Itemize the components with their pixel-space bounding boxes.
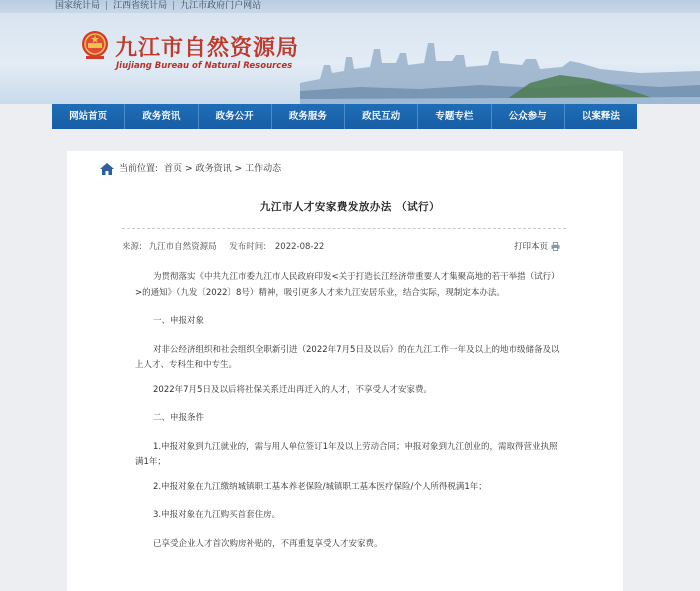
paragraph-condition-2: 2.申报对象在九江缴纳城镇职工基本养老保险/城镇职工基本医疗保险/个人所得税满1年； bbox=[153, 481, 487, 492]
breadcrumb-label: 当前位置: bbox=[119, 164, 159, 174]
section-heading-conditions: 二、申报条件 bbox=[153, 413, 205, 423]
main-nav bbox=[52, 104, 637, 129]
printer-icon bbox=[551, 242, 560, 251]
paragraph-intro: 为贯彻落实《中共九江市委九江市人民政府印发<关于打造长江经济带重要人才集聚高地的若干举措（试行）>的通知》（九发〔2022〕8号）精神，吸引更多人才来九江安居乐业，结合实际，现制定本办法。 bbox=[135, 272, 560, 298]
paragraph-condition-3: 3.申报对象在九江购买首套住房。 bbox=[153, 510, 281, 520]
divider: | bbox=[105, 1, 109, 11]
topbar-link-national-stats[interactable]: 国家统计局 bbox=[55, 1, 101, 11]
breadcrumb-separator: > bbox=[185, 164, 193, 174]
city-skyline-image bbox=[300, 13, 700, 104]
nav-item-participation[interactable]: 公众参与 bbox=[492, 104, 565, 129]
site-logo-subtitle: Jiujiang Bureau of Natural Resources bbox=[116, 61, 293, 71]
breadcrumb-item-news[interactable]: 政务资讯 bbox=[195, 164, 232, 174]
nav-item-topics[interactable]: 专题专栏 bbox=[418, 104, 491, 129]
section-heading-applicants: 一、申报对象 bbox=[153, 316, 205, 326]
breadcrumb bbox=[100, 162, 281, 176]
date-label: 发布时间: bbox=[229, 242, 267, 252]
nav-item-case-law[interactable]: 以案释法 bbox=[581, 111, 620, 122]
source-value: 九江市自然资源局 bbox=[148, 242, 217, 252]
site-header bbox=[0, 13, 700, 104]
paragraph-applicants: 对非公经济组织和社会组织全职新引进（2022年7月5日及以后）的在九江工作一年及以上的地市级储备及以上人才、专科生和中专生。 bbox=[135, 344, 560, 370]
topbar-link-jiangxi-stats[interactable]: 江西省统计局 bbox=[113, 1, 168, 11]
topbar-link-jiujiang-gov[interactable]: 九江市政府门户网站 bbox=[180, 1, 262, 11]
article-meta bbox=[122, 240, 334, 252]
print-button[interactable] bbox=[514, 240, 560, 252]
breadcrumb-item-home[interactable]: 首页 bbox=[164, 164, 183, 174]
nav-item-services[interactable]: 政务服务 bbox=[272, 104, 345, 129]
paragraph-exclusion: 2022年7月5日及以后将社保关系迁出再迁入的人才，不享受人才安家费。 bbox=[153, 384, 432, 395]
paragraph-note: 已享受企业人才首次购房补贴的，不再重复享受人才安家费。 bbox=[153, 538, 383, 549]
source-label: 来源: bbox=[122, 242, 142, 252]
paragraph-condition-1: 1.申报对象到九江就业的，需与用人单位签订1年及以上劳动合同；申报对象到九江创业的，需取得营业执照满1年； bbox=[135, 441, 558, 467]
breadcrumb-separator: > bbox=[234, 164, 243, 174]
print-label: 打印本页 bbox=[514, 242, 549, 252]
nav-item-home[interactable]: 网站首页 bbox=[52, 104, 125, 129]
nav-item-interaction[interactable]: 政民互动 bbox=[345, 104, 418, 129]
top-link-bar bbox=[0, 0, 700, 13]
article-title: 九江市人才安家费发放办法 （试行） bbox=[259, 201, 441, 213]
date-value: 2022-08-22 bbox=[274, 242, 325, 252]
nav-item-news[interactable]: 政务资讯 bbox=[125, 104, 198, 129]
article-body bbox=[135, 270, 560, 552]
title-divider bbox=[122, 228, 566, 229]
national-emblem-icon bbox=[80, 29, 110, 61]
nav-item-disclosure[interactable]: 政务公开 bbox=[199, 104, 272, 129]
breadcrumb-item-work-updates[interactable]: 工作动态 bbox=[245, 164, 282, 174]
divider: | bbox=[172, 1, 176, 11]
home-icon bbox=[100, 163, 114, 175]
site-logo-title: 九江市自然资源局 bbox=[115, 35, 300, 61]
